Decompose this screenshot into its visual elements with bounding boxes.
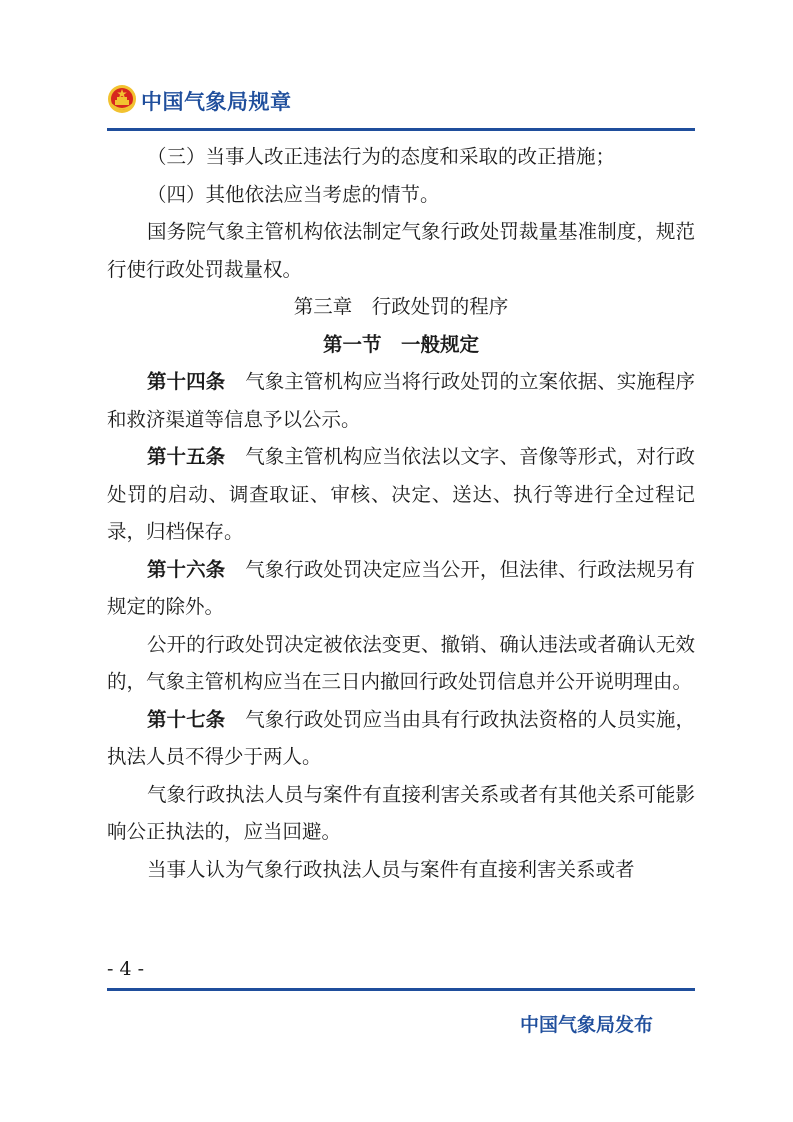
discretion-paragraph: 国务院气象主管机构依法制定气象行政处罚裁量基准制度，规范行使行政处罚裁量权。 <box>107 220 695 281</box>
section-heading: 第一节 一般规定 <box>322 332 479 356</box>
article-17-paragraph-3: 当事人认为气象行政执法人员与案件有直接利害关系或者 <box>147 857 635 881</box>
article-label: 第十五条 <box>147 445 226 468</box>
article-text: 气象主管机构应当将行政处罚的立案依据、实施程序和救济渠道等信息予以公示。 <box>107 370 695 431</box>
article-14 <box>107 363 695 438</box>
header-title: 中国气象局规章 <box>141 90 292 114</box>
article-17 <box>107 701 695 776</box>
clause-4: （四）其他依法应当考虑的情节。 <box>147 182 440 206</box>
national-emblem-icon <box>107 84 137 114</box>
article-text: 气象主管机构应当依法以文字、音像等形式，对行政处罚的启动、调查取证、审核、决定、送达、执行等进行全过程记录，归档保存。 <box>107 445 695 543</box>
footer-divider <box>107 988 695 991</box>
article-15 <box>107 438 695 551</box>
page-number: - 4 - <box>107 958 145 980</box>
article-text: 气象行政处罚应当由具有行政执法资格的人员实施，执法人员不得少于两人。 <box>107 707 695 768</box>
article-label: 第十七条 <box>147 707 226 731</box>
chapter-heading: 第三章 行政处罚的程序 <box>293 295 509 318</box>
header-divider <box>107 128 695 131</box>
article-16 <box>107 551 695 626</box>
article-label: 第十六条 <box>147 557 226 581</box>
document-body <box>107 138 695 888</box>
article-text: 气象行政处罚决定应当公开，但法律、行政法规另有规定的除外。 <box>107 557 695 618</box>
page-header <box>107 84 695 128</box>
clause-3: （三）当事人改正违法行为的态度和采取的改正措施； <box>147 145 616 168</box>
article-label: 第十四条 <box>147 370 226 393</box>
footer-publisher: 中国气象局发布 <box>519 1014 653 1036</box>
article-16-paragraph-2: 公开的行政处罚决定被依法变更、撤销、确认违法或者确认无效的，气象主管机构应当在三日内撤回行政处罚信息并公开说明理由。 <box>107 632 695 693</box>
article-17-paragraph-2: 气象行政执法人员与案件有直接利害关系或者有其他关系可能影响公正执法的，应当回避。 <box>107 782 695 843</box>
